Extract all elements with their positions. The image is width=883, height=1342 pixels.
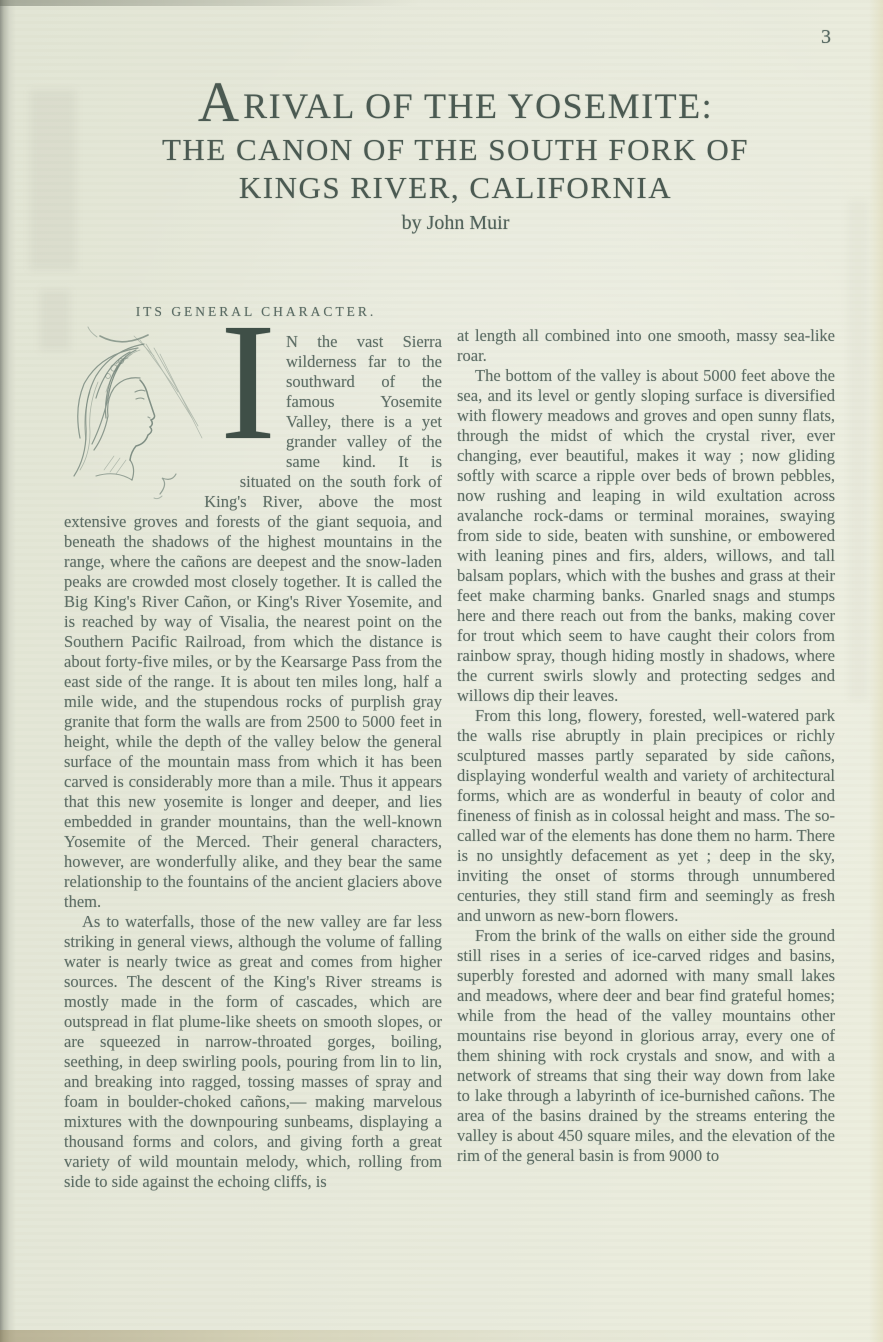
column-left — [64, 289, 442, 1192]
page-number: 3 — [821, 26, 831, 48]
paragraph: The bottom of the valley is about 5000 feet above the sea, and its level or gently sloping surface is diversified with flowery meadows and groves and open sunny flats, through the midst of which the crystal river, ever changing, ever beautiful, makes it way ; now gliding softly with scarce a ripple over beds of brown pebbles, now rushing and leaping in wild exultation across avalanche rock-dams or terminal moraines, swaying from side to side, beaten with sunshine, or embowered with leaning pines and firs, alders, willows, and tall balsam poplars, which with the bushes and grass at their feet make charming banks. Gnarled snags and stumps here and there reach out from the banks, making cover for trout which seem to have caught their colors from rainbow spray, though hiding mostly in shadows, where the current swirls slowly and protecting sedges and willows dip their leaves. — [457, 366, 835, 705]
byline: by John Muir — [401, 212, 510, 235]
title-drop-initial: A — [197, 71, 244, 134]
page-bottom-edge-shadow — [0, 1330, 883, 1342]
woman-profile-engraving-illustration — [42, 306, 237, 516]
title-line-1-text: RIVAL OF THE YOSEMITE: — [243, 86, 714, 126]
paragraph: As to waterfalls, those of the new valley are far less striking in general views, although the volume of falling water is nearly twice as great and comes from higher sources. The descent of the King's River streams is mostly made in the form of cascades, which are outspread in flat plume-like sheets on smooth slopes, or are squeezed in narrow-throated gorges, boiling, seething, in deep swirling pools, pouring from lin to lin, and breaking into ragged, tossing masses of spray and foam in boulder-choked cañons,— making marvelous mixtures with the downpouring sunbeams, displaying a thousand forms and colors, and giving forth a great variety of wild mountain melody, which, rolling from side to side against the echoing cliffs, is — [64, 912, 442, 1191]
paragraph: at length all combined into one smooth, massy sea-like roar. — [457, 326, 835, 365]
bleed-through-smudge — [848, 200, 868, 700]
article-header — [0, 71, 883, 235]
page-top-edge-shadow — [0, 0, 420, 6]
article-columns — [64, 289, 836, 1192]
title-line-2: THE CANON OF THE SOUTH FORK OF — [162, 131, 749, 167]
paragraph: From this long, flowery, forested, well-watered park the walls rise abruptly in plain precipices or richly sculptured masses partly separated by side cañons, displaying wonderful wealth and variety of architectural forms, which are as wonderful in beauty of color and fineness of finish as in colossal height and mass. The so-called war of the elements has done them no harm. There is no unsightly defacement as yet ; deep in the sky, inviting the onset of storms through unnumbered centuries, they still stand firm and seemingly as fresh and unworn as new-born flowers. — [457, 706, 835, 925]
paragraph-text: N the vast Sierra wilderness far to the southward of the famous Yosemite Valley, there is a yet grander valley of the same kind. It is situated on the south fork of King's River, above the most extensive groves and forests of the giant sequoia, and beneath the shadows of the highest mountains in the range, where the cañons are deepest and the snow-laden peaks are crowded most closely together. It is called the Big King's River Cañon, or King's River Yosemite, and is reached by way of Visalia, the nearest point on the Southern Pacific Railroad, from which the distance is about forty-five miles, or by the Kearsarge Pass from the east side of the range. It is about ten miles long, half a mile wide, and the stupendous rocks of purplish gray granite that form the walls are from 2500 to 5000 feet in height, while the depth of the valley below the general surface of the mountain mass from which it has been carved is considerably more than a mile. Thus it appears that this new yosemite is longer and deeper, and lies embedded in grander mountains, than the well-known Yosemite of the Merced. Their general characters, however, are wonderfully alike, and they bear the same relationship to the fountains of the ancient glaciers above them. — [64, 332, 442, 911]
paragraph: From the brink of the walls on either side the ground still rises in a series of ice-carved ridges and basins, superbly forested and adorned with many small lakes and meadows, where deer and bear find grateful homes; while from the head of the valley mountains other mountains rise beyond in glorious array, every one of them shining with rock crystals and snow, and with a network of streams that sing their way down from lake to lake through a labyrinth of ice-burnished cañons. The area of the basins drained by the streams entering the valley is about 450 square miles, and the elevation of the rim of the general basin is from 9000 to — [457, 926, 835, 1165]
title-line-1 — [28, 71, 883, 134]
section-heading: ITS GENERAL CHARACTER. — [135, 304, 377, 319]
column-right — [457, 300, 835, 1192]
drop-cap-letter: I — [220, 289, 276, 475]
title-line-3: KINGS RIVER, CALIFORNIA — [238, 170, 673, 206]
